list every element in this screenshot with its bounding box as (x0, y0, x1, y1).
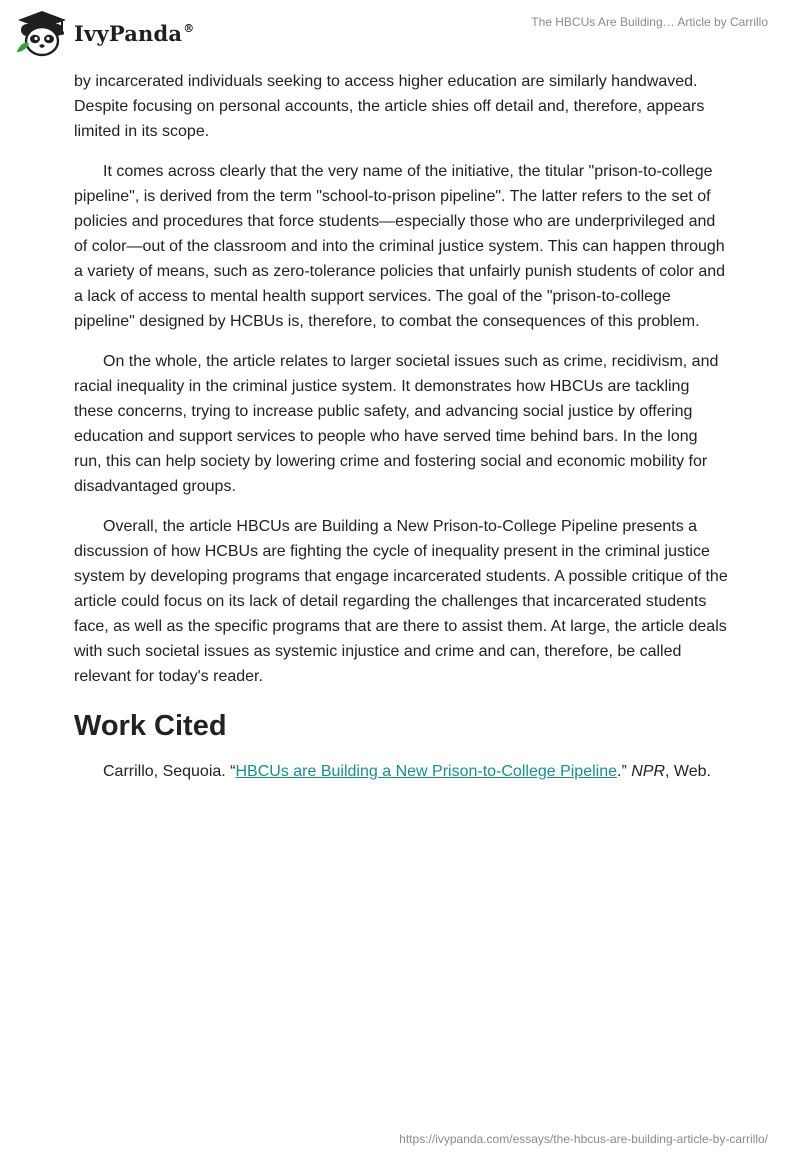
paragraph-continued: by incarcerated individuals seeking to access higher education are similarly handwaved. Despite focusing on personal accounts, the article shies off detail and, therefore, appears limited in its scope. (74, 73, 705, 140)
citation-publisher: NPR (631, 763, 666, 780)
paragraph: Overall, the article HBCUs are Building a New Prison-to-College Pipeline presents a discussion of how HCBUs are fighting the cycle of inequality present in the criminal justice system by developing programs that engage incarcerated students. A possible critique of the article could focus on its lack of detail regarding the challenges that incarcerated students face, as well as the specific programs that are there to assist them. At large, the article deals with such societal issues as systemic injustice and crime and can, therefore, be called relevant for today's reader. (74, 518, 728, 685)
paragraph: It comes across clearly that the very name of the initiative, the titular "prison-to-college pipeline", is derived from the term "school-to-prison pipeline". The latter refers to the set of policies and procedures that force students—especially those who are underprivileged and of color—out of the classroom and into the criminal justice system. This can happen through a variety of means, such as zero-tolerance policies that unfairly punish students of color and a lack of access to mental health support services. The goal of the "prison-to-college pipeline" designed by HCBUs is, therefore, to combat the consequences of this problem. (74, 163, 726, 330)
running-title: The HBCUs Are Building… Article by Carrillo (531, 15, 768, 29)
logo-name: IvyPanda (74, 20, 183, 46)
works-cited-heading: Work Cited (74, 710, 227, 742)
citation-author: Carrillo, Sequoia. “ (103, 763, 236, 780)
citation-tail: , Web. (665, 763, 711, 780)
citation-entry (74, 759, 728, 784)
source-url[interactable]: https://ivypanda.com/essays/the-hbcus-are-building-article-by-carrillo/ (399, 1132, 768, 1146)
panda-graduate-icon (14, 8, 68, 58)
essay-content (74, 69, 728, 784)
logo-wordmark (74, 21, 194, 46)
citation-title-link[interactable]: HBCUs are Building a New Prison-to-College Pipeline (235, 763, 618, 780)
paragraph: On the whole, the article relates to larger societal issues such as crime, recidivism, and racial inequality in the criminal justice system. It demonstrates how HBCUs are tackling these concerns, trying to increase public safety, and advancing social justice by offering education and support services to people who have served time behind bars. In the long run, this can help society by lowering crime and fostering social and economic mobility for disadvantaged groups. (74, 353, 719, 495)
registered-mark: ® (183, 21, 195, 35)
page-header (0, 0, 800, 70)
ivypanda-logo[interactable] (14, 8, 194, 58)
citation-after-title: .” (617, 763, 632, 780)
